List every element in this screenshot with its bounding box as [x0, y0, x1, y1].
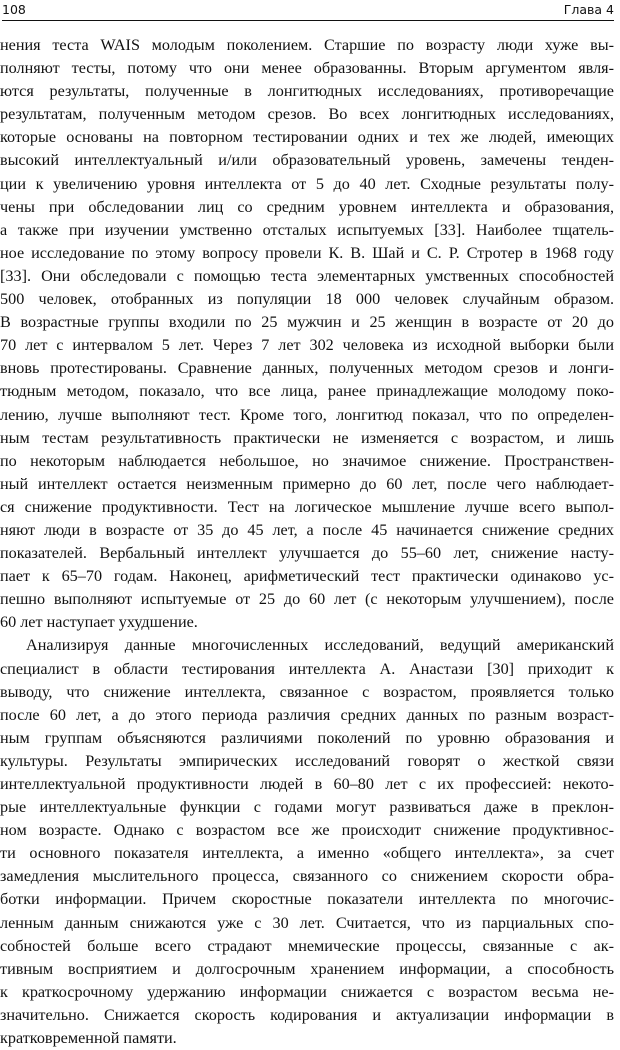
text-line: специалист в области тестирования интеллекта А. Анастази [30] приходит к [0, 659, 614, 678]
text-line: по некоторым наблюдается небольшое, но значимое снижение. Пространствен- [0, 451, 614, 470]
paragraph [0, 634, 614, 1050]
text-line: которые основаны на повторном тестировании одних и тех же людей, имеющих [0, 128, 614, 147]
text-line: после 60 лет, а до этого периода различия средних данных по разным возраст- [0, 705, 614, 724]
page-number: 108 [2, 2, 26, 17]
text-line: собностей больше всего страдают мнемические процессы, связанные с ак- [0, 936, 614, 955]
text-line: 60 лет наступает ухудшение. [0, 613, 198, 632]
text-line: интеллектуальной продуктивности людей в 60–80 лет с их профессией: некото- [0, 775, 614, 793]
text-line: ным группам объясняются различиями поколений по уровню образования и [0, 728, 614, 747]
text-line: результатам, полученным методом срезов. Во всех лонгитюдных исследованиях, [0, 105, 614, 124]
text-line: полняют тесты, потому что они менее образованны. Вторым аргументом явля- [0, 59, 614, 78]
text-line: тюдным методом, показало, что все лица, ранее принадлежащие молодому поко- [0, 382, 614, 401]
text-line: В возрастные группы входили по 25 мужчин и 25 женщин в возрасте от 20 до [0, 313, 614, 332]
text-line: высокий интеллектуальный и/или образовательный уровень, замечены тенден- [0, 151, 614, 170]
text-line: значительно. Снижается скорость кодирования и актуализации информации в [0, 1005, 614, 1024]
text-line: лению, лучше выполняют тест. Кроме того, лонгитюд показал, что по определен- [0, 405, 614, 424]
paragraph [0, 34, 614, 634]
text-line: показателей. Вербальный интеллект улучшается до 55–60 лет, снижение насту- [0, 544, 614, 563]
text-line: ции к увеличению уровня интеллекта от 5 до 40 лет. Сходные результаты полу- [0, 174, 614, 193]
text-line: ленным данным снижаются уже с 30 лет. Считается, что из парциальных спо- [0, 913, 614, 932]
text-line: ное исследование по этому вопросу провели К. В. Шай и С. Р. Стротер в 1968 году [0, 243, 614, 262]
text-line: а также при изучении умственно отсталых испытуемых [33]. Наиболее тщатель- [0, 220, 614, 239]
text-line: 70 лет с интервалом 5 лет. Через 7 лет 302 человека из исходной выборки были [0, 336, 614, 355]
text-line: ный интеллект остается неизменным примерно до 60 лет, после чего наблюдает- [0, 474, 614, 493]
text-line: замедления мыслительного процесса, связанного со снижением скорости обра- [0, 867, 614, 886]
text-line: ются результаты, полученные в лонгитюдных исследованиях, противоречащие [0, 82, 614, 101]
text-line: кратковременной памяти. [0, 1029, 177, 1048]
text-line: ся снижение продуктивности. Тест на логическое мышление лучше всего выпол- [0, 497, 614, 516]
text-line: Анализируя данные многочисленных исследований, ведущий американский [26, 636, 614, 655]
text-line: вновь протестированы. Сравнение данных, полученных методом срезов и лонги- [0, 359, 614, 378]
header-rule [2, 20, 614, 21]
text-line: ти основного показателя интеллекта, а именно «общего интеллекта», за счет [0, 844, 614, 863]
chapter-title: Глава 4 [563, 2, 614, 17]
text-line: нения теста WAIS молодым поколением. Старшие по возрасту люди хуже вы- [0, 36, 614, 54]
text-line: ным тестам результативность практически не изменяется с возрастом, и лишь [0, 428, 614, 447]
text-line: тивным восприятием и долгосрочным хранением информации, а способность [0, 959, 614, 978]
text-line: пает к 65–70 годам. Наконец, арифметический тест практически одинаково ус- [0, 567, 614, 586]
text-line: культуры. Результаты эмпирических исследований говорят о жесткой связи [0, 751, 614, 770]
text-line: выводу, что снижение интеллекта, связанное с возрастом, проявляется только [0, 682, 614, 701]
text-line: пешно выполняют испытуемые от 25 до 60 лет (с некоторым улучшением), после [0, 590, 614, 609]
text-line: к краткосрочному удержанию информации снижается с возрастом весьма не- [0, 982, 614, 1001]
text-line: ном возрасте. Однако с возрастом все же происходит снижение продуктивнос- [0, 821, 614, 840]
body-text [0, 34, 614, 1050]
text-line: чены при обследовании лиц со средним уровнем интеллекта и образования, [0, 197, 614, 216]
text-line: ботки информации. Причем скоростные показатели интеллекта по многочис- [0, 890, 614, 909]
text-line: 500 человек, отобранных из популяции 18 000 человек случайным образом. [0, 290, 614, 309]
text-line: [33]. Они обследовали с помощью теста элементарных умственных способностей [0, 266, 614, 285]
running-header [2, 2, 614, 22]
text-line: няют люди в возрасте от 35 до 45 лет, а после 45 начинается снижение средних [0, 520, 614, 539]
text-line: рые интеллектуальные функции с годами могут развиваться даже в преклон- [0, 798, 614, 817]
